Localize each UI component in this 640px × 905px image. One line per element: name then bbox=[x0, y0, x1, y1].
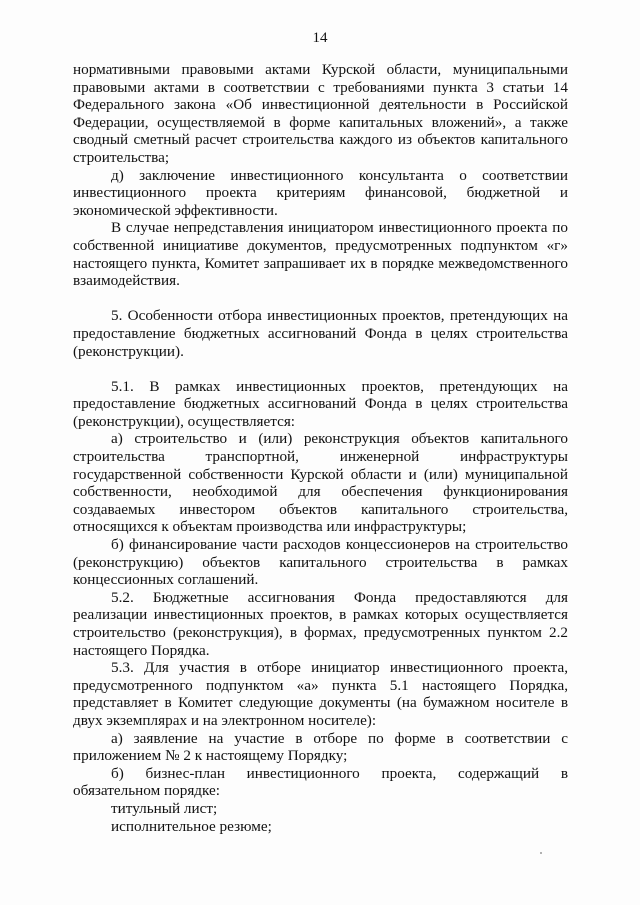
paragraph: а) строительство и (или) реконструкция объектов капитального строительства транспортной, инженерной инфраструктуры государственной собственности Курской области и (или) муниципальной собственности, необходимой для обеспечения функционирования создаваемых инвестором объектов капитального строительства, относящихся к объектам производства или инфраструктуры; bbox=[73, 430, 568, 536]
list-item: исполнительное резюме; bbox=[111, 817, 272, 835]
paragraph: нормативными правовыми актами Курской области, муниципальными правовыми актами в соответствии с требованиями пункта 3 статьи 14 Федерального закона «Об инвестиционной деятельности в Российской Федерации, осуществляемой в форме капитальных вложений», а также сводный сметный расчет строительства каждого из объектов капитального строительства; bbox=[73, 61, 568, 166]
paragraph: д) заключение инвестиционного консультанта о соответствии инвестиционного проекта критериям финансовой, бюджетной и экономической эффективности. bbox=[73, 166, 568, 219]
list-item: титульный лист; bbox=[111, 799, 218, 817]
paragraph: В случае непредставления инициатором инвестиционного проекта по собственной инициативе документов, предусмотренных подпунктом «г» настоящего пункта, Комитет запрашивает их в порядке межведомственного взаимодействия. bbox=[73, 219, 568, 290]
paragraph: а) заявление на участие в отборе по форме в соответствии с приложением № 2 к настоящему Порядку; bbox=[73, 729, 568, 765]
paragraph: б) бизнес-план инвестиционного проекта, содержащий в обязательном порядке: bbox=[73, 764, 568, 800]
document-body bbox=[73, 61, 568, 835]
section-heading: 5. Особенности отбора инвестиционных проектов, претендующих на предоставление бюджетных ассигнований Фонда в целях строительства (реконструкции). bbox=[73, 307, 568, 360]
paragraph: 5.1. В рамках инвестиционных проектов, претендующих на предоставление бюджетных ассигнований Фонда в целях строительства (реконструкции), осуществляется: bbox=[73, 377, 568, 430]
scan-speck bbox=[540, 852, 542, 854]
paragraph: 5.2. Бюджетные ассигнования Фонда предоставляются для реализации инвестиционных проектов, в рамках которых осуществляется строительство (реконструкция), в формах, предусмотренных пунктом 2.2 настоящего Порядка. bbox=[73, 588, 568, 659]
paragraph: б) финансирование части расходов концессионеров на строительство (реконструкцию) объектов капитального строительства в рамках концессионных соглашений. bbox=[73, 536, 568, 589]
page-number: 14 bbox=[312, 30, 328, 46]
paragraph: 5.3. Для участия в отборе инициатор инвестиционного проекта, предусмотренного подпунктом «а» пункта 5.1 настоящего Порядка, представляет в Комитет следующие документы (на бумажном носителе в двух экземплярах и на электронном носителе): bbox=[73, 659, 568, 729]
